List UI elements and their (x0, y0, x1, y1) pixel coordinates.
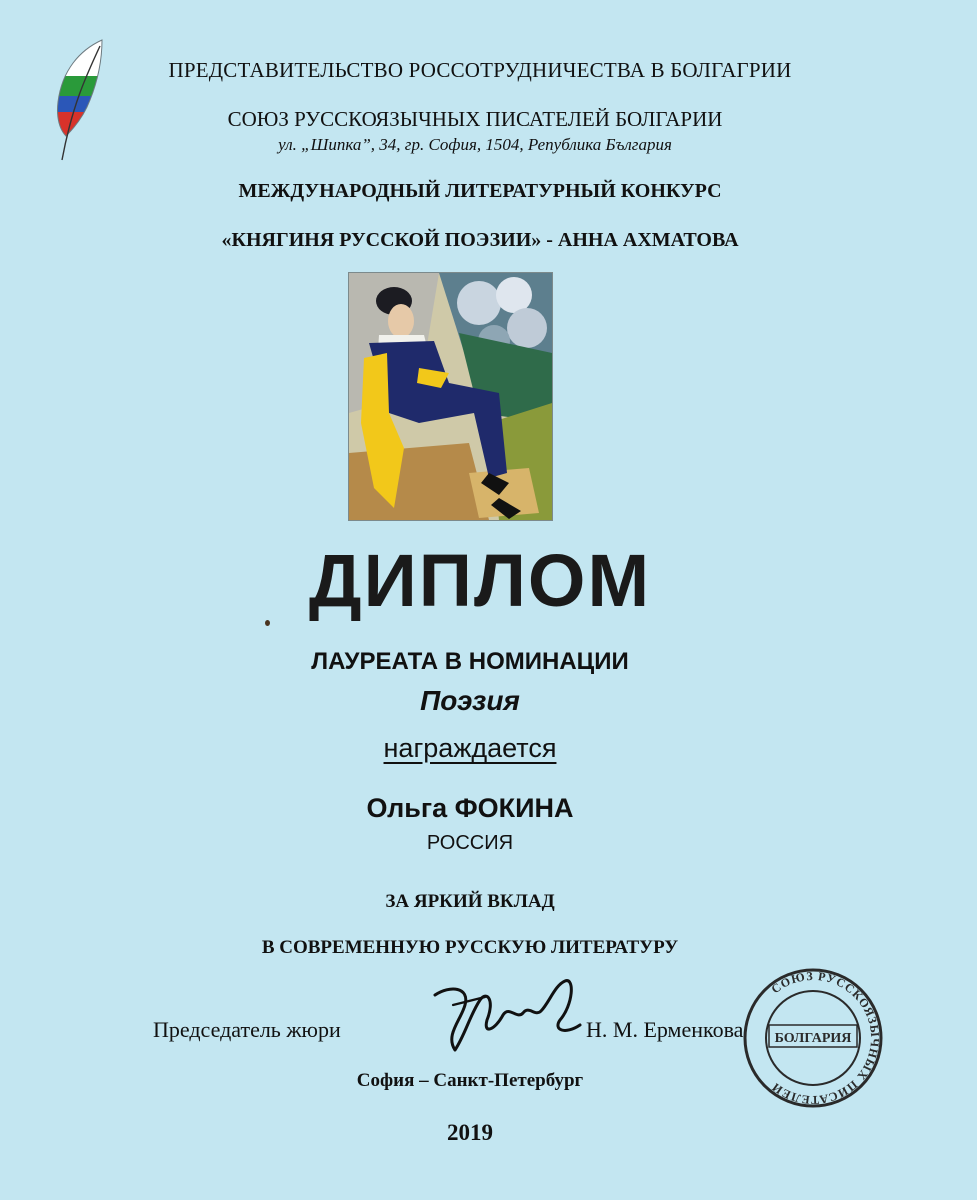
contest-title-line-2: «КНЯГИНЯ РУССКОЙ ПОЭЗИИ» - АННА АХМАТОВА (221, 229, 739, 251)
recipient-country: РОССИЯ (426, 832, 514, 854)
year: 2019 (447, 1120, 493, 1145)
awarded-text (160, 733, 780, 764)
reason-line-1: ЗА ЯРКИЙ ВКЛАД (385, 891, 555, 912)
reason-line-2: В СОВРЕМЕННУЮ РУССКУЮ ЛИТЕРАТУРУ (261, 937, 679, 958)
nomination-name: Поэзия (420, 685, 520, 716)
stamp-center-text: БОЛГАРИЯ (774, 1031, 852, 1046)
nomination-label: ЛАУРЕАТА В НОМИНАЦИИ (311, 648, 629, 675)
signature (425, 975, 590, 1060)
address: ул. „Шипка”, 34, гр. София, 1504, Република България (278, 135, 672, 154)
org-line-2: СОЮЗ РУССКОЯЗЫЧНЫХ ПИСАТЕЛЕЙ БОЛГАРИИ (227, 107, 723, 131)
portrait-painting-icon (349, 273, 552, 520)
city-line: София – Санкт-Петербург (356, 1070, 584, 1091)
stamp-ring-text: СОЮЗ РУССКОЯЗЫЧНЫХ ПИСАТЕЛЕЙ (768, 968, 883, 1108)
awarded-label: награждается (383, 733, 557, 763)
diploma-title: ДИПЛОМ (308, 539, 652, 622)
feather-logo-icon (50, 36, 112, 166)
contest-title-line-1: МЕЖДУНАРОДНЫЙ ЛИТЕРАТУРНЫЙ КОНКУРС (238, 180, 722, 202)
jury-chair-label: Председатель жюри (153, 1017, 341, 1042)
ink-speck (265, 620, 270, 626)
recipient-name: Ольга ФОКИНА (366, 793, 574, 823)
jury-chair-name: Н. М. Ерменкова (586, 1017, 744, 1042)
portrait-image (348, 272, 553, 521)
org-line-1: ПРЕДСТАВИТЕЛЬСТВО РОССОТРУДНИЧЕСТВА В БОЛГАГРИИ (168, 58, 792, 82)
